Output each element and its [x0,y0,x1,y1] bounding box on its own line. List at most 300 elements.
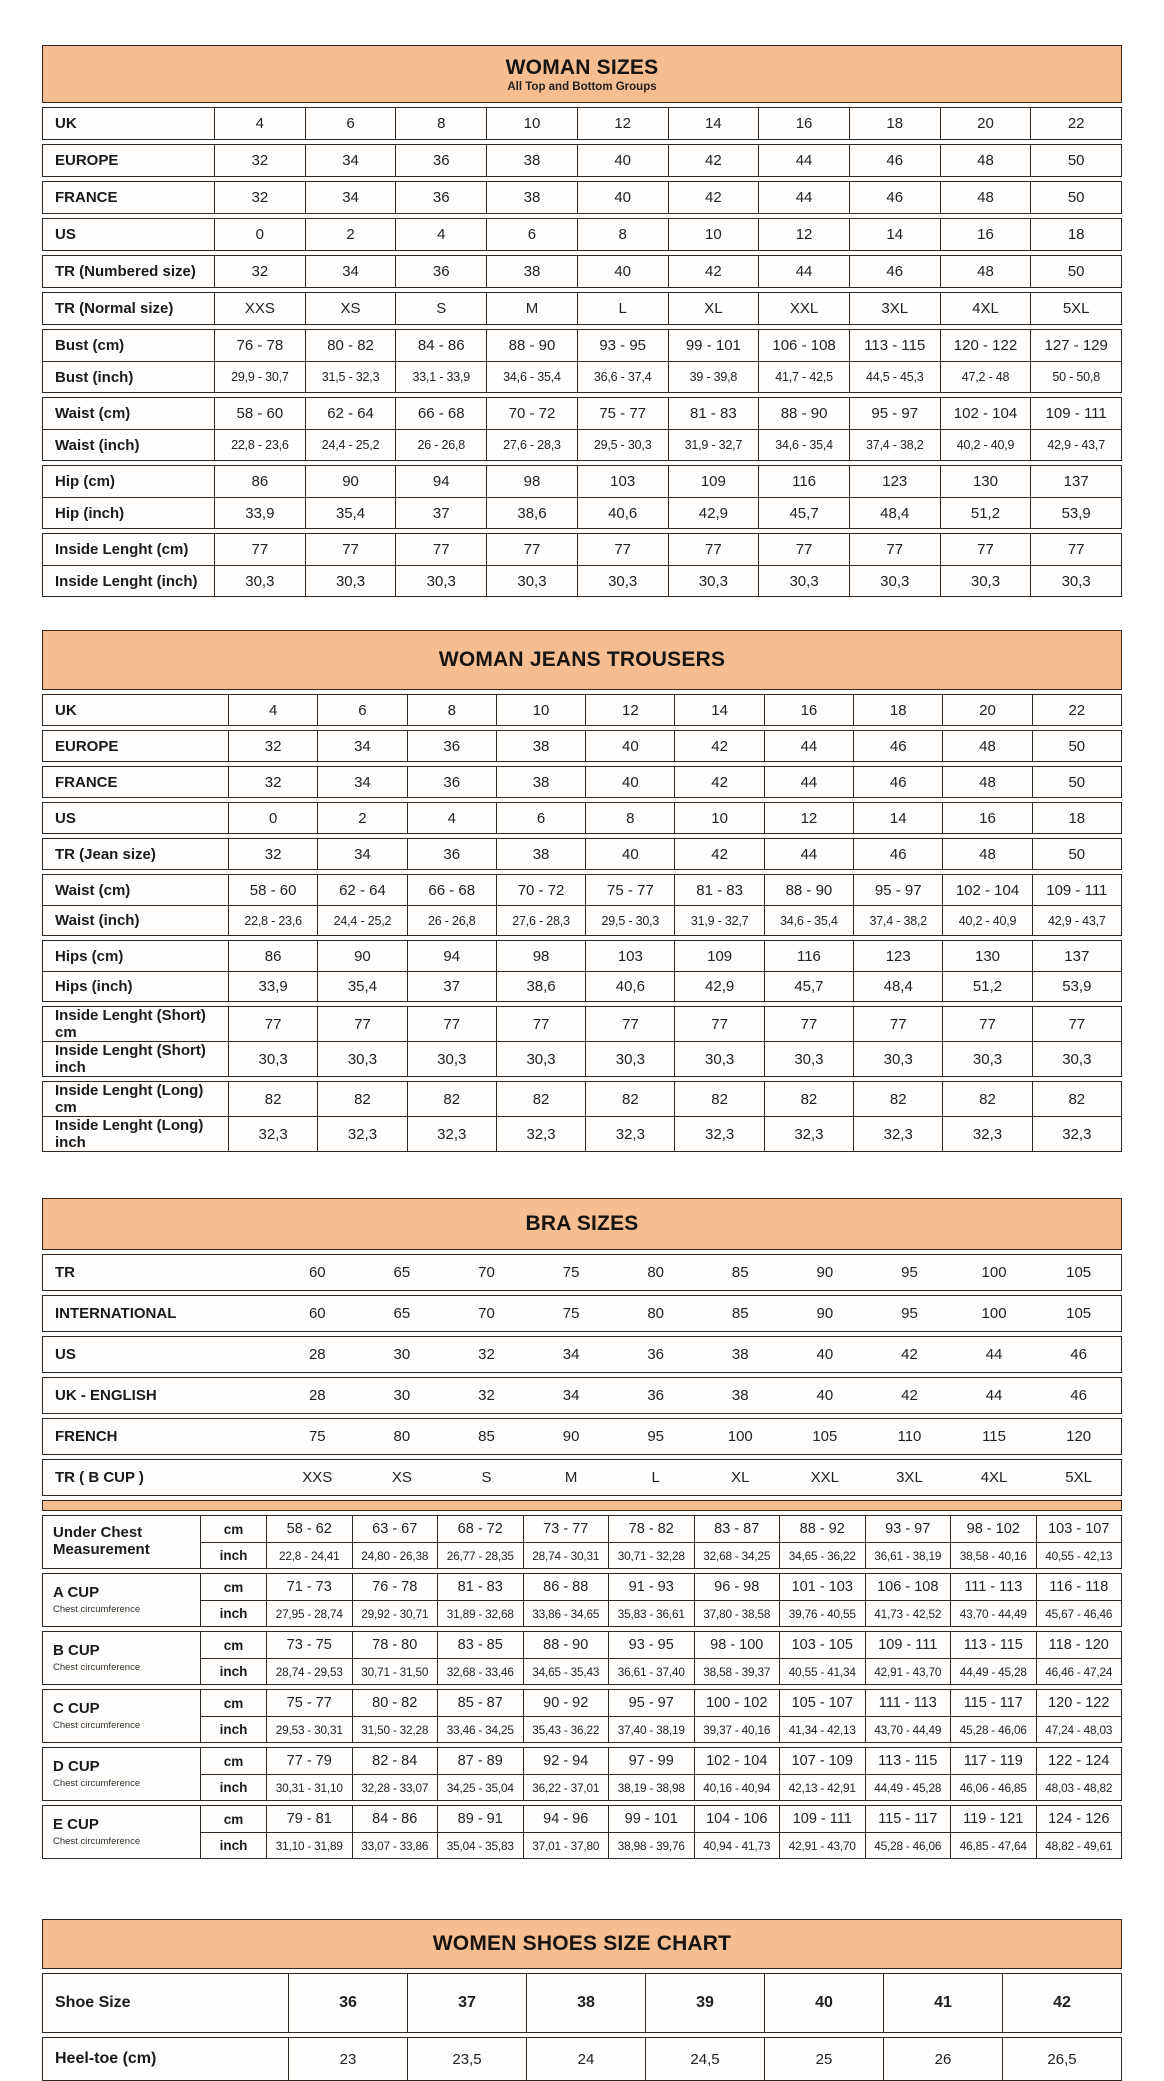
size-cell: 82 [853,1082,942,1116]
size-cell: 137 [1030,466,1121,497]
size-cell: 84 - 86 [395,330,486,361]
size-cell: 30,3 [305,566,396,596]
size-cell: 6 [496,803,585,833]
size-cell: 27,6 - 28,3 [486,430,577,460]
size-cell: 16 [764,695,853,725]
size-cell: 8 [407,695,496,725]
size-cell: 77 - 79 [286,1753,332,1769]
row-group [42,874,1122,936]
table-body [42,694,1122,1152]
size-cell: 31,5 - 32,3 [305,362,396,392]
size-cell: 36 [407,731,496,761]
size-cell: 34,65 - 36,22 [779,1543,865,1568]
size-cell: 77 [764,1007,853,1041]
size-cell: 113 - 115 [865,1748,951,1774]
cup-label [43,1806,201,1858]
size-cell: 38,6 [486,498,577,528]
size-cell: 71 - 73 [286,1579,332,1595]
size-cell: 18 [849,108,940,139]
size-cell: 75 [562,1305,580,1322]
table-title: WOMAN SIZES [505,55,659,79]
size-cell: 24,4 - 25,2 [317,906,406,935]
size-cell: 48 [940,256,1031,287]
size-cell: 26 - 26,8 [407,906,496,935]
size-cell: 99 - 101 [608,1806,694,1832]
size-cell: 32 [251,189,269,206]
size-cell: 44 [764,731,853,761]
cup-label-title: C CUP [53,1700,100,1718]
size-cell: 102 - 104 [940,398,1031,429]
table-row [43,108,1121,139]
size-cell: 77 [940,534,1031,565]
size-cell: 36 [647,1346,665,1363]
cup-label [43,1748,201,1800]
size-cell: 127 - 129 [1030,330,1121,361]
size-cell: 77 [585,1007,674,1041]
cup-rows [201,1806,1121,1858]
size-cell: 40 [577,256,668,287]
row-group [42,1336,1122,1373]
size-cell: 39,37 - 40,16 [694,1717,780,1742]
size-cell: 53,9 [1030,498,1121,528]
size-cell: 32,68 - 33,46 [437,1659,523,1684]
size-cell: 109 [674,941,763,971]
size-cell: 42 [901,1387,918,1404]
size-cell: 70 [478,1305,495,1322]
cup-rows [201,1574,1121,1626]
size-cell: 38 [486,182,577,213]
size-cell: 30,3 [849,566,940,596]
size-cell: 50 [1030,256,1121,287]
size-cell: 78 - 80 [352,1632,438,1658]
size-cell: 116 [764,941,853,971]
size-cell: 86 - 88 [523,1574,609,1600]
size-cell: 32,3 [585,1117,674,1151]
size-cell: 44 [758,145,849,176]
table-row [201,1690,1121,1716]
size-cell: 32,3 [942,1117,1031,1151]
size-cell: 77 [668,534,759,565]
size-cell: 100 [981,1264,1007,1281]
size-cell: 14 [853,803,942,833]
size-cell: XL [668,293,759,324]
row-label: US [43,803,229,833]
size-cell: 12 [758,219,849,250]
size-cell: 105 [812,1428,838,1445]
size-cell: 42 [674,731,763,761]
size-cell: 48,4 [849,498,940,528]
table-header [42,630,1122,690]
table-row [43,2038,1121,2080]
size-cell: 122 - 124 [1036,1748,1122,1774]
size-cell: 30,3 [668,566,759,596]
size-cell: 35,83 - 36,61 [608,1601,694,1626]
size-cell: 31,9 - 32,7 [668,430,759,460]
row-group [42,1418,1122,1455]
unit-cell: cm [201,1516,267,1542]
size-cell: 22 [1030,108,1121,139]
size-cell: 103 - 107 [1036,1516,1122,1542]
size-cell: 44,5 - 45,3 [849,362,940,392]
row-label: Inside Lenght (Long) cm [43,1082,229,1116]
size-cell: 48,4 [853,972,942,1001]
size-cell: 66 - 68 [407,875,496,905]
size-cell: 14 [674,695,763,725]
size-cell: 22,8 - 24,41 [278,1548,340,1563]
size-cell: L [577,293,668,324]
size-cell: 29,5 - 30,3 [585,906,674,935]
size-cell: 115 - 117 [950,1690,1036,1716]
size-cell: 2 [305,219,396,250]
size-cell: 65 [393,1305,411,1322]
size-cell: 41,7 - 42,5 [758,362,849,392]
size-cell: 51,2 [942,972,1031,1001]
size-cell: 105 [1066,1264,1092,1281]
size-cell: 39,76 - 40,55 [779,1601,865,1626]
size-cell: 120 [1066,1428,1092,1445]
size-cell: 124 - 126 [1036,1806,1122,1832]
size-cell: 44,49 - 45,28 [865,1775,951,1800]
size-cell: 34 [305,256,396,287]
size-cell: 77 [577,534,668,565]
size-cell: 38 [496,767,585,797]
table-header [42,45,1122,103]
table-row [43,256,1121,287]
cup-group [42,1631,1122,1685]
size-cell: 42,91 - 43,70 [779,1833,865,1858]
size-cell: 130 [940,466,1031,497]
row-label: Shoe Size [43,1974,289,2032]
size-cell: 36,61 - 38,19 [865,1543,951,1568]
size-cell: 34,25 - 35,04 [437,1775,523,1800]
size-cell: 48,82 - 49,61 [1036,1833,1122,1858]
size-cell: 31,9 - 32,7 [674,906,763,935]
row-label: INTERNATIONAL [55,1305,177,1322]
row-group [42,1377,1122,1414]
size-cell: 37 [395,498,486,528]
cup-label [43,1690,201,1742]
size-cell: 38 [526,1974,645,2032]
size-cell: 40,94 - 41,73 [694,1833,780,1858]
size-cell: 46,46 - 47,24 [1036,1659,1122,1684]
size-cell: 95 [901,1264,918,1281]
size-cell: 42 [674,839,763,869]
size-cell: 37,4 - 38,2 [853,906,942,935]
size-cell: 22 [1032,695,1121,725]
size-cell: 120 - 122 [1036,1690,1122,1716]
table-body [42,107,1122,597]
size-cell: 36 [407,767,496,797]
size-cell: 102 - 104 [694,1748,780,1774]
size-cell: 14 [668,108,759,139]
size-cell: 109 - 111 [865,1632,951,1658]
size-cell: 116 - 118 [1036,1574,1122,1600]
size-cell: 40 [585,839,674,869]
size-cell: 40 [577,145,668,176]
unit-cell: inch [201,1601,267,1626]
size-cell: 88 - 90 [523,1632,609,1658]
size-cell: 37,40 - 38,19 [608,1717,694,1742]
unit-cell: inch [201,1717,267,1742]
size-cell: 42,13 - 42,91 [779,1775,865,1800]
table-row [201,1600,1121,1626]
size-cell: 100 - 102 [694,1690,780,1716]
row-group [42,292,1122,325]
size-cell: 77 [758,534,849,565]
size-cell: 75 [562,1264,580,1281]
size-cell: XS [391,1469,412,1486]
table-row [43,875,1121,905]
size-cell: 12 [764,803,853,833]
size-cell: 30,3 [764,1042,853,1076]
table-row [43,293,1121,324]
size-cell: 82 - 84 [352,1748,438,1774]
size-cell: 113 - 115 [950,1632,1036,1658]
size-cell: 82 [764,1082,853,1116]
size-cell: 30,3 [496,1042,585,1076]
size-cell: 86 [251,473,269,490]
size-cell: 26,5 [1002,2038,1121,2080]
size-cell: 77 [674,1007,763,1041]
size-cell: 78 - 82 [608,1516,694,1542]
size-cell: 80 [393,1428,411,1445]
size-cell: 80 [647,1305,665,1322]
row-label: TR (Normal size) [43,293,215,324]
size-cell: 10 [496,695,585,725]
size-cell: 26 [883,2038,1002,2080]
size-cell: 88 - 90 [486,330,577,361]
row-label: FRENCH [55,1428,118,1445]
row-label: TR [55,1264,75,1281]
size-cell: 46 [849,145,940,176]
size-cell: 38 [496,731,585,761]
row-label: UK [43,108,215,139]
size-cell: 32 [478,1346,495,1363]
size-cell: 12 [577,108,668,139]
cup-group [42,1515,1122,1569]
cup-label-subtitle: Chest circumference [53,1777,141,1789]
size-cell: 48 [942,731,1031,761]
row-group [42,940,1122,1002]
size-cell: 30,3 [577,566,668,596]
size-cell: 96 - 98 [694,1574,780,1600]
cup-label [43,1516,201,1568]
size-cell: 37 [407,1974,526,2032]
cup-group [42,1747,1122,1801]
table-row [43,1974,1121,2032]
size-cell: 98 [496,941,585,971]
size-cell: 6 [486,219,577,250]
size-cell: 30,3 [317,1042,406,1076]
size-cell: 42,9 - 43,7 [1030,430,1121,460]
row-label: Inside Lenght (Long) inch [43,1117,229,1151]
size-cell: 80 - 82 [352,1690,438,1716]
size-cell: 28,74 - 30,31 [523,1543,609,1568]
size-cell: 37 [407,972,496,1001]
size-cell: 40 [816,1387,834,1404]
cup-label-subtitle: Chest circumference [53,1835,141,1847]
size-cell: 40 [585,731,674,761]
size-cell: 30,3 [245,572,275,590]
size-cell: 38,58 - 39,37 [694,1659,780,1684]
size-cell: 32,3 [407,1117,496,1151]
size-cell: 44 [985,1346,1003,1363]
size-cell: 30,3 [674,1042,763,1076]
size-cell: 30 [393,1346,411,1363]
size-cell: 35,4 [305,498,396,528]
size-cell: 16 [940,219,1031,250]
size-cell: 77 [395,534,486,565]
cup-label-subtitle: Chest circumference [53,1719,141,1731]
size-cell: 90 [562,1428,580,1445]
size-cell: 95 [901,1305,918,1322]
size-cell: XL [731,1469,750,1486]
size-cell: 88 - 90 [764,875,853,905]
cup-label-title: D CUP [53,1758,100,1776]
row-label: TR (Jean size) [43,839,229,869]
size-cell: 109 - 111 [779,1806,865,1832]
table-row [43,1116,1121,1151]
table-body [42,1254,1122,1859]
size-cell: 40,6 [577,498,668,528]
size-cell: 34,6 - 35,4 [486,362,577,392]
size-cell: 32 [264,737,282,755]
size-cell: 40,55 - 42,13 [1036,1543,1122,1568]
size-cell: 81 - 83 [674,875,763,905]
size-cell: 30,3 [853,1042,942,1076]
size-cell: 38 [486,256,577,287]
size-cell: 118 - 120 [1036,1632,1122,1658]
size-cell: 30,3 [407,1042,496,1076]
size-cell: 110 [897,1428,922,1445]
size-cell: 34,65 - 35,43 [523,1659,609,1684]
size-cell: 26,77 - 28,35 [437,1543,523,1568]
size-cell: 102 - 104 [942,875,1031,905]
size-cell: 16 [758,108,849,139]
size-cell: 32,28 - 33,07 [352,1775,438,1800]
size-cell: 92 - 94 [523,1748,609,1774]
size-cell: 77 [942,1007,1031,1041]
size-cell: 115 [982,1428,1006,1445]
row-label: Hip (cm) [43,466,215,497]
size-cell: 38 [731,1346,749,1363]
size-cell: 103 - 105 [779,1632,865,1658]
size-cell: 39 [645,1974,764,2032]
size-cell: 44 [985,1387,1003,1404]
size-cell: 101 - 103 [779,1574,865,1600]
cup-rows [201,1748,1121,1800]
size-cell: 32,3 [1032,1117,1121,1151]
row-label: Waist (cm) [43,398,215,429]
size-cell: 41,34 - 42,13 [779,1717,865,1742]
row-label: FRANCE [43,182,215,213]
size-cell: 46 [853,839,942,869]
unit-cell: cm [201,1632,267,1658]
size-cell: 38,58 - 40,16 [950,1543,1036,1568]
size-cell: 77 [1032,1007,1121,1041]
row-label: UK - ENGLISH [55,1387,157,1404]
size-cell: 41,73 - 42,52 [865,1601,951,1626]
size-cell: 98 [486,466,577,497]
size-cell: 93 - 95 [608,1632,694,1658]
size-cell: 117 - 119 [950,1748,1036,1774]
size-cell: 81 - 83 [668,398,759,429]
size-cell: 100 [727,1428,753,1445]
size-cell: 60 [308,1264,326,1281]
size-cell: 58 - 60 [249,881,297,899]
unit-cell: inch [201,1659,267,1684]
size-cell: 33,9 [245,504,275,522]
size-cell: 40 [764,1974,883,2032]
table-row [43,1419,1121,1454]
size-cell: 4 [395,219,486,250]
size-cell: XXS [244,300,275,317]
row-label: TR ( B CUP ) [55,1469,144,1486]
size-cell: 50 [1032,767,1121,797]
size-cell: 62 - 64 [317,875,406,905]
size-cell: 51,2 [940,498,1031,528]
size-cell: 40,55 - 41,34 [779,1659,865,1684]
unit-cell: cm [201,1690,267,1716]
size-cell: 35,04 - 35,83 [437,1833,523,1858]
size-cell: 32,3 [853,1117,942,1151]
size-cell: 77 [251,541,269,558]
size-cell: 90 - 92 [523,1690,609,1716]
row-group [42,218,1122,251]
row-group [42,397,1122,461]
size-cell: 70 - 72 [486,398,577,429]
size-cell: 38,98 - 39,76 [608,1833,694,1858]
size-cell: 109 [668,466,759,497]
row-group [42,144,1122,177]
row-group [42,255,1122,288]
size-cell: 123 [849,466,940,497]
size-cell: 42 [668,256,759,287]
table-row [201,1774,1121,1800]
size-cell: 82 [407,1082,496,1116]
row-label: Hips (inch) [43,972,229,1001]
size-cell: 90 [816,1305,834,1322]
size-cell: 18 [1030,219,1121,250]
size-cell: L [651,1469,660,1486]
unit-cell: cm [201,1748,267,1774]
size-cell: 94 [395,466,486,497]
size-cell: 50 [1032,731,1121,761]
size-cell: 46 [1070,1346,1087,1363]
size-cell: 33,86 - 34,65 [523,1601,609,1626]
table-row [43,1296,1121,1331]
table-row [43,695,1121,725]
size-cell: 31,89 - 32,68 [437,1601,523,1626]
unit-cell: cm [201,1574,267,1600]
size-cell: 44 [758,182,849,213]
size-cell: 123 [853,941,942,971]
size-cell: 93 - 95 [577,330,668,361]
size-cell: 63 - 67 [352,1516,438,1542]
size-cell: 48,03 - 48,82 [1036,1775,1122,1800]
row-group [42,766,1122,798]
row-group [42,1081,1122,1152]
size-cell: 22,8 - 23,6 [231,438,289,452]
size-cell: 77 [264,1015,282,1033]
table-women-shoes [42,1919,1122,2081]
row-group [42,1295,1122,1332]
size-cell: XXS [302,1469,333,1486]
row-label: FRANCE [43,767,229,797]
size-cell: 42,9 - 43,7 [1032,906,1121,935]
size-cell: 111 - 113 [865,1690,951,1716]
size-cell: 73 - 77 [523,1516,609,1542]
